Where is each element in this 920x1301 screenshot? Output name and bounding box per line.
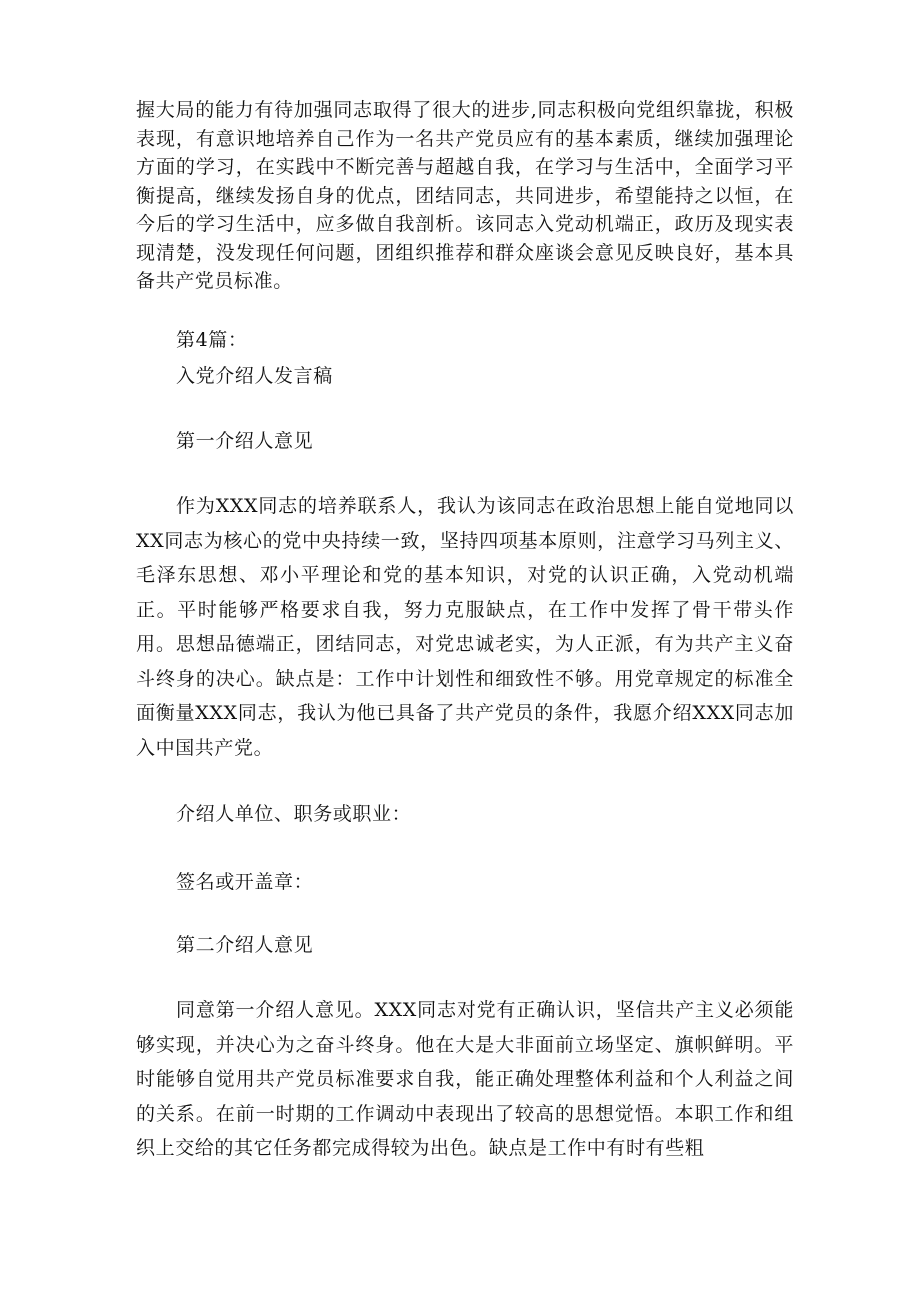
section-number: 第4篇： xyxy=(176,329,248,351)
first-introducer-heading: 第一介绍人意见 xyxy=(176,430,314,452)
second-introducer-heading: 第二介绍人意见 xyxy=(176,934,314,956)
section-title: 入党介绍人发言稿 xyxy=(176,365,333,387)
second-introducer-opinion: 同意第一介绍人意见。XXX同志对党有正确认识，坚信共产主义必须能够实现，并决心为之奋斗终身。他在大是大非面前立场坚定、旗帜鲜明。平时能够自觉用共产党员标准要求自我，能正确处理整体利益和个人利益之间的关系。在前一时期的工作调动中表现出了较高的思想觉悟。本职工作和组织上交给的其它任务都完成得较为出色。缺点是工作中有时有些粗 xyxy=(136,999,794,1159)
signature-label: 签名或开盖章： xyxy=(176,871,314,893)
first-introducer-opinion: 作为XXX同志的培养联系人，我认为该同志在政治思想上能自觉地同以XX同志为核心的党中央持续一致，坚持四项基本原则，注意学习马列主义、毛泽东思想、邓小平理论和党的基本知识，对党的认识正确，入党动机端正。平时能够严格要求自我，努力克服缺点，在工作中发挥了骨干带头作用。思想品德端正，团结同志，对党忠诚老实，为人正派，有为共产主义奋斗终身的决心。缺点是：工作中计划性和细致性不够。用党章规定的标准全面衡量XXX同志，我认为他已具备了共产党员的条件，我愿介绍XXX同志加入中国共产党。 xyxy=(136,495,794,759)
previous-paragraph-continuation: 握大局的能力有待加强同志取得了很大的进步,同志积极向党组织靠拢，积极表现，有意识地培养自己作为一名共产党员应有的基本素质，继续加强理论方面的学习，在实践中不断完善与超越自我，在学习与生活中，全面学习平衡提高，继续发扬自身的优点，团结同志，共同进步，希望能持之以恒，在今后的学习生活中，应多做自我剖析。该同志入党动机端正，政历及现实表现清楚，没发现任何问题，团组织推荐和群众座谈会意见反映良好，基本具备共产党员标准。 xyxy=(136,99,794,292)
introducer-unit-label: 介绍人单位、职务或职业： xyxy=(176,803,412,825)
